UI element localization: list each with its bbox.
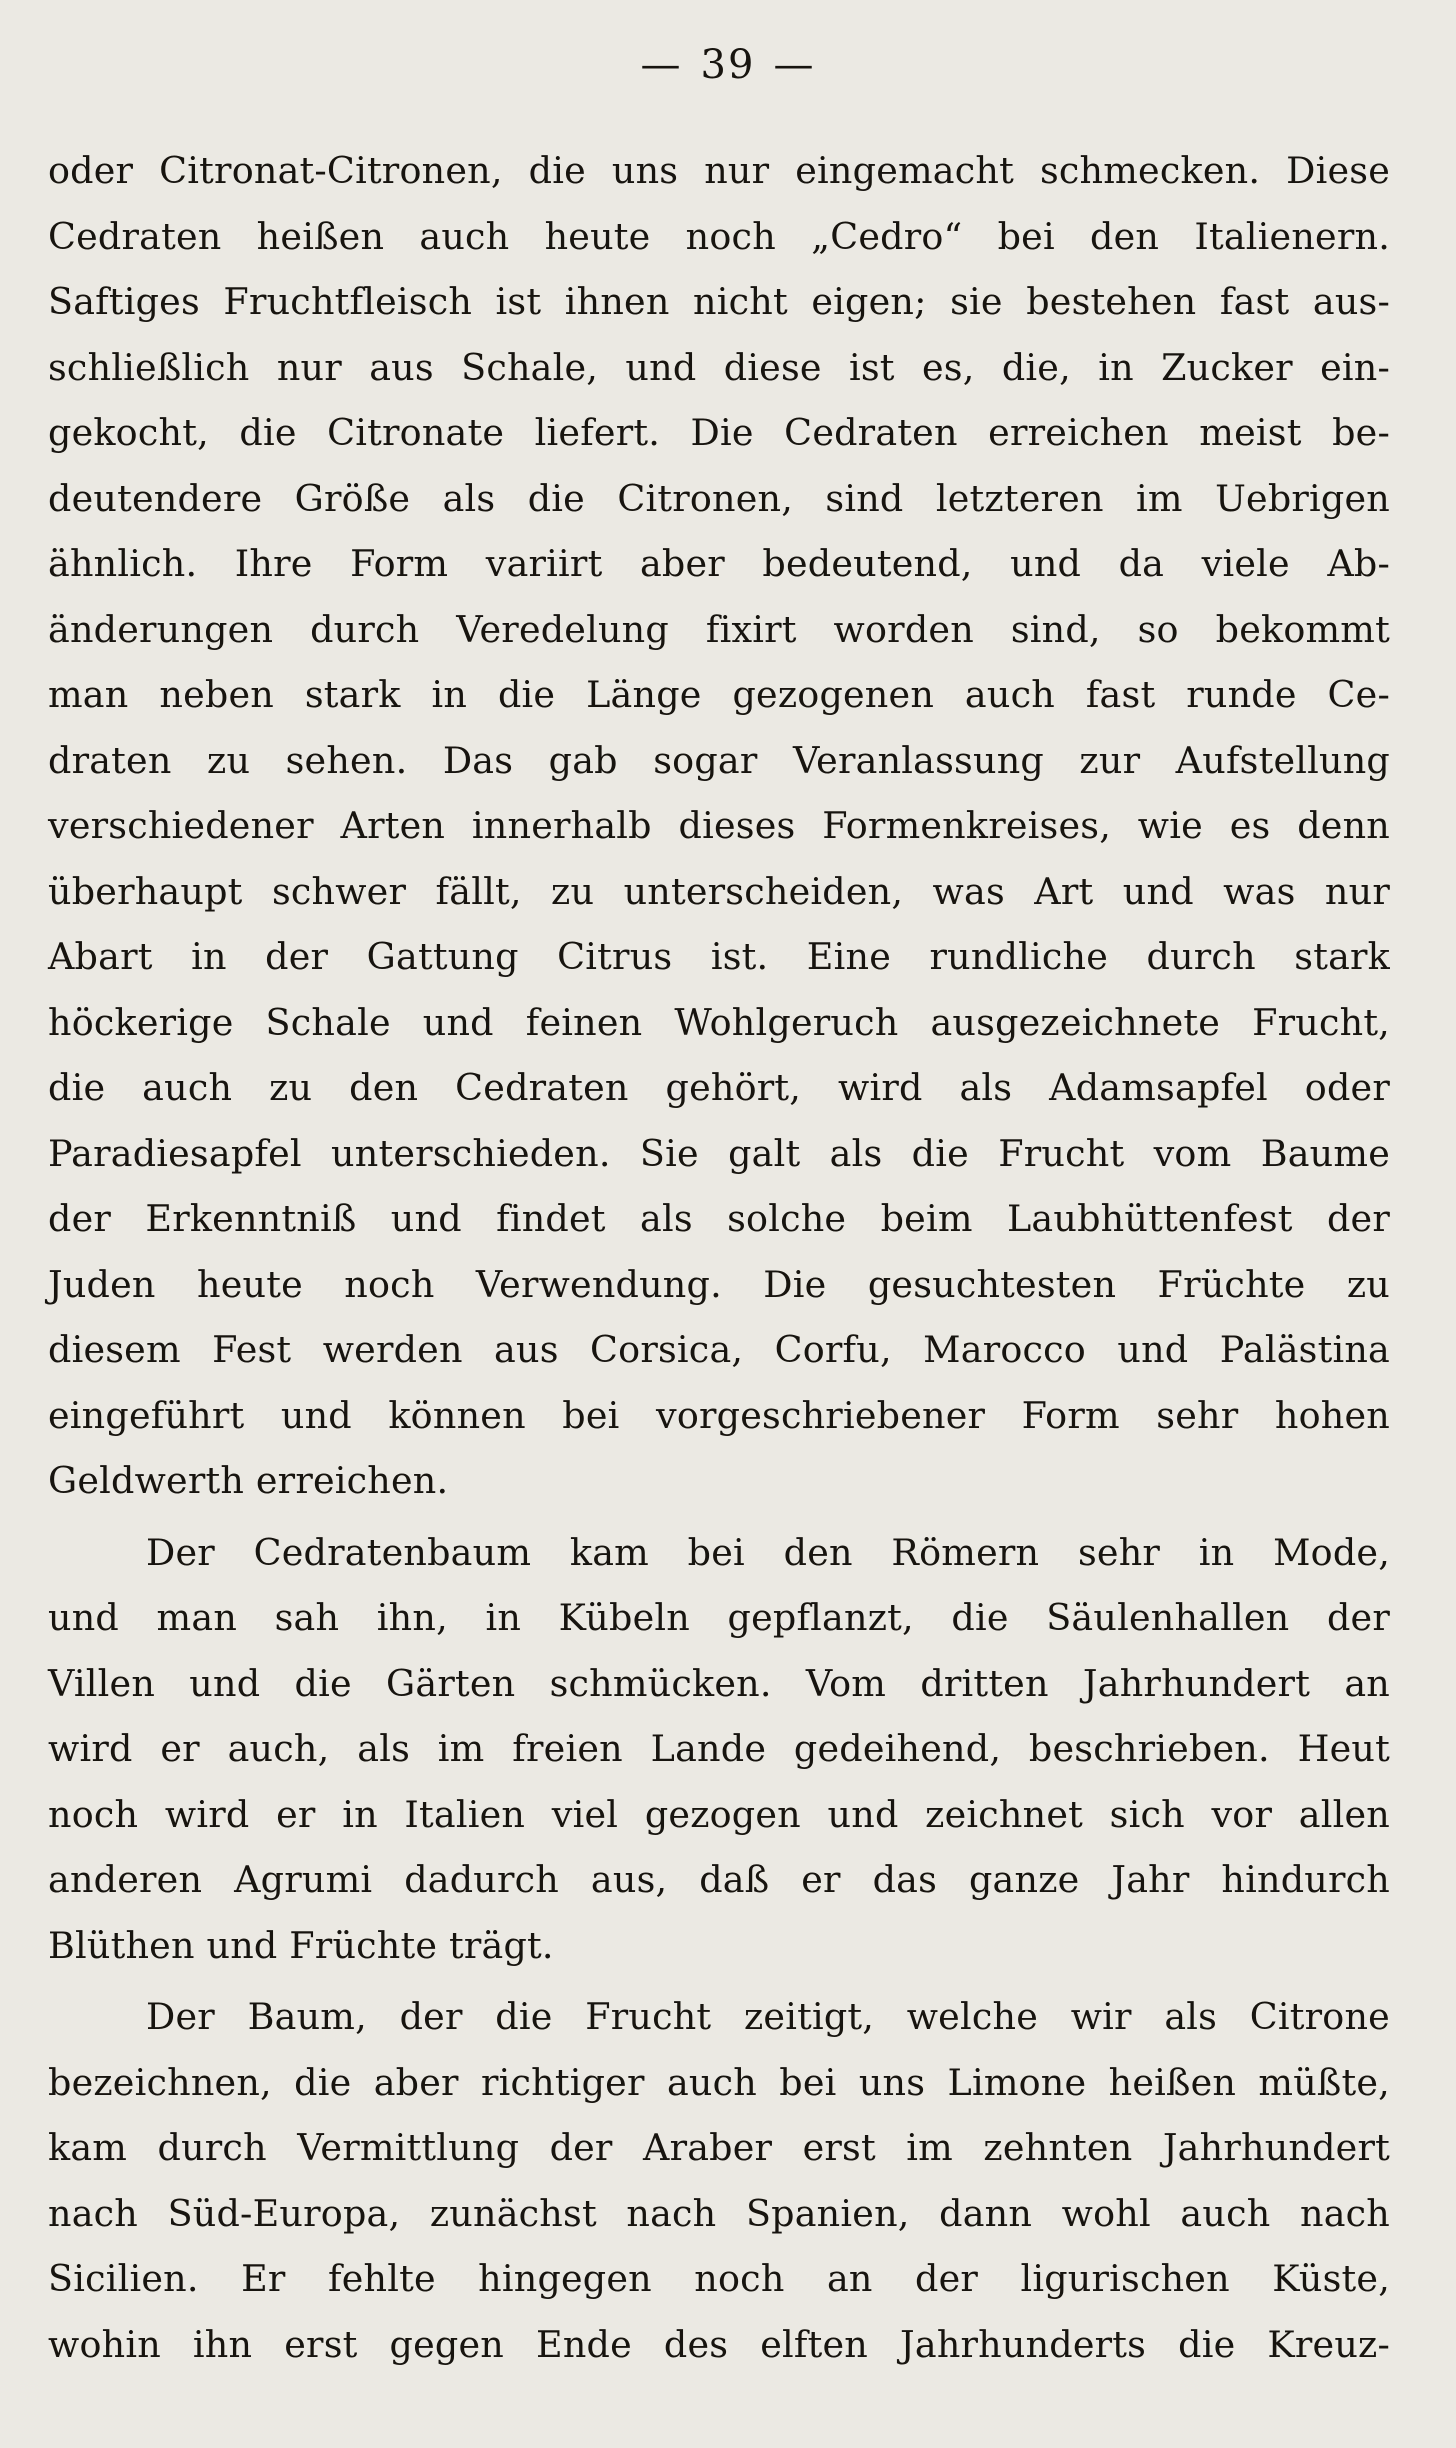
text-line: eingeführt und können bei vorgeschriebener Form sehr hohen [48, 1393, 1390, 1437]
text-line: die auch zu den Cedraten gehört, wird als Adamsapfel oder [48, 1066, 1390, 1109]
text-line: Der Cedratenbaum kam bei den Römern sehr in Mode, [146, 1530, 1390, 1574]
text-line: anderen Agrumi dadurch aus, daß er das ganze Jahr hindurch [48, 1858, 1390, 1901]
page-number-dash-right: — [773, 42, 816, 88]
text-line: verschiedener Arten innerhalb dieses Formenkreises, wie es denn [48, 804, 1390, 847]
page-number: 39 [700, 42, 756, 88]
text-line: noch wird er in Italien viel gezogen und zeichnet sich vor allen [48, 1792, 1390, 1836]
text-line: gekocht, die Citronate liefert. Die Cedraten erreichen meist be- [48, 411, 1390, 454]
page-header [0, 40, 1456, 90]
page-number-dash-left: — [640, 42, 683, 88]
text-line: schließlich nur aus Schale, und diese ist es, die, in Zucker ein- [48, 345, 1390, 389]
text-line: Villen und die Gärten schmücken. Vom dritten Jahrhundert an [48, 1661, 1390, 1705]
paragraph [48, 1984, 1390, 2377]
text-line: Saftiges Fruchtfleisch ist ihnen nicht eigen; sie bestehen fast aus- [48, 280, 1390, 323]
text-line: deutendere Größe als die Citronen, sind letzteren im Uebrigen [48, 476, 1390, 520]
text-line: man neben stark in die Länge gezogenen auch fast runde Ce- [48, 673, 1390, 716]
text-line: Paradiesapfel unterschieden. Sie galt als die Frucht vom Baume [48, 1131, 1390, 1175]
text-line: Cedraten heißen auch heute noch „Cedro“ bei den Italienern. [48, 214, 1390, 258]
text-line: der Erkenntniß und findet als solche beim Laubhüttenfest der [48, 1197, 1390, 1240]
text-line: oder Citronat-Citronen, die uns nur eingemacht schmecken. Diese [48, 149, 1390, 192]
text-line: änderungen durch Veredelung fixirt worden sind, so bekommt [48, 607, 1390, 651]
page-body [48, 138, 1390, 2377]
text-line: Geldwerth erreichen. [48, 1459, 449, 1502]
text-line: Juden heute noch Verwendung. Die gesuchtesten Früchte zu [48, 1262, 1390, 1306]
text-line: wohin ihn erst gegen Ende des elften Jahrhunderts die Kreuz- [48, 2322, 1390, 2366]
text-line: und man sah ihn, in Kübeln gepflanzt, die Säulenhallen der [48, 1596, 1390, 1639]
text-line: nach Süd-Europa, zunächst nach Spanien, dann wohl auch nach [48, 2191, 1390, 2235]
text-line: kam durch Vermittlung der Araber erst im zehnten Jahrhundert [48, 2126, 1390, 2169]
text-line: Der Baum, der die Frucht zeitigt, welche wir als Citrone [146, 1995, 1390, 2038]
text-line: höckerige Schale und feinen Wohlgeruch ausgezeichnete Frucht, [48, 1000, 1390, 1044]
text-line: diesem Fest werden aus Corsica, Corfu, Marocco und Palästina [48, 1328, 1390, 1371]
text-line: Abart in der Gattung Citrus ist. Eine rundliche durch stark [48, 935, 1390, 978]
text-line: wird er auch, als im freien Lande gedeihend, beschrieben. Heut [48, 1727, 1390, 1770]
text-line: Sicilien. Er fehlte hingegen noch an der ligurischen Küste, [48, 2257, 1390, 2300]
paragraph [48, 138, 1390, 1514]
text-line: ähnlich. Ihre Form variirt aber bedeutend, und da viele Ab- [48, 542, 1390, 585]
text-line: draten zu sehen. Das gab sogar Veranlassung zur Aufstellung [48, 738, 1390, 782]
text-line: überhaupt schwer fällt, zu unterscheiden, was Art und was nur [48, 869, 1390, 913]
text-line: bezeichnen, die aber richtiger auch bei uns Limone heißen müßte, [48, 2060, 1390, 2104]
paragraph [48, 1520, 1390, 1979]
text-line: Blüthen und Früchte trägt. [48, 1923, 554, 1967]
